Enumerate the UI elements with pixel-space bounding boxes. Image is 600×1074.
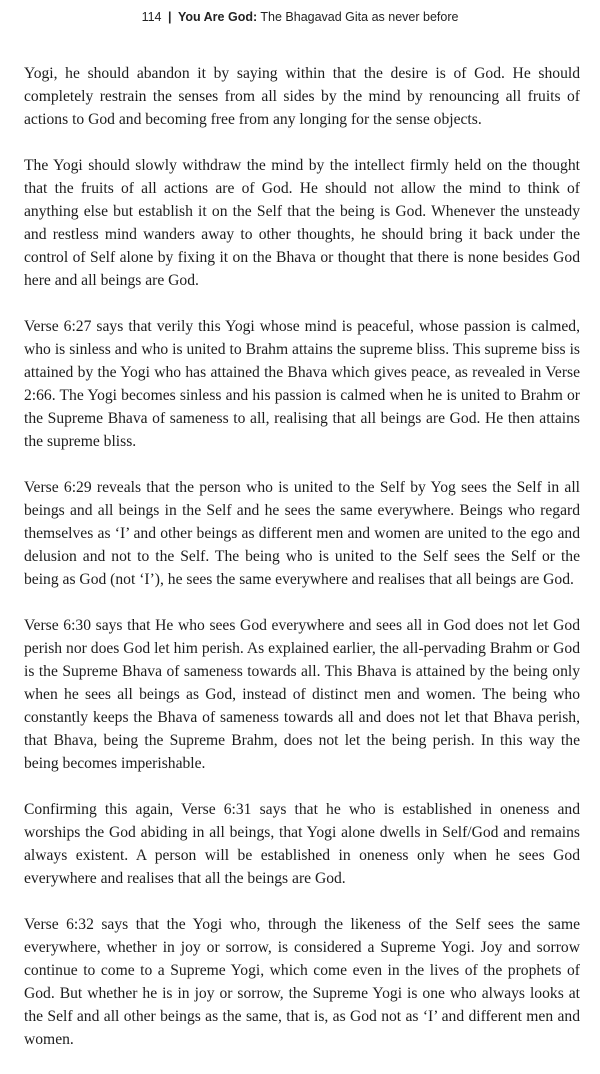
body-text <box>24 62 580 1074</box>
paragraph-verse-6-31: Confirming this again, Verse 6:31 says that he who is established in oneness and worships the God abiding in all beings, that Yogi alone dwells in Self/God and remains always existent. A person will be established in oneness only when he sees God everywhere and realises that all the beings are God. <box>24 801 580 887</box>
book-title: You Are God: <box>177 10 258 24</box>
book-subtitle: The Bhagavad Gita as never before <box>260 10 459 24</box>
paragraph-withdraw-mind: The Yogi should slowly withdraw the mind by the intellect firmly held on the thought that the fruits of all actions are of God. He should not allow the mind to think of anything else but establish it on the Self that the being is God. Whenever the unsteady and restless mind wanders away to other thoughts, he should bring it back under the control of Self alone by fixing it on the Bhava or thought that there is none besides God here and all beings are God. <box>24 157 580 289</box>
paragraph-desire-abandon: Yogi, he should abandon it by saying within that the desire is of God. He should completely restrain the senses from all sides by the mind by renouncing all fruits of actions to God and becoming free from any longing for the sense objects. <box>24 65 580 128</box>
paragraph-verse-6-29: Verse 6:29 reveals that the person who is united to the Self by Yog sees the Self in all beings and all beings in the Self and he sees the same everywhere. Beings who regard themselves as ‘I’ and other beings as different men and women are united to the ego and delusion and not to the Self. The being who is united to the Self sees the Self or the being as God (not ‘I’), he sees the same everywhere and realises that all beings are God. <box>24 479 580 588</box>
header-separator: | <box>167 10 172 24</box>
running-header <box>0 10 600 24</box>
paragraph-verse-6-30: Verse 6:30 says that He who sees God everywhere and sees all in God does not let God perish nor does God let him perish. As explained earlier, the all-pervading Brahm or God is the Supreme Bhava of sameness towards all. This Bhava is attained by the being only when he sees all beings as God, instead of distinct men and women. The being who constantly keeps the Bhava of sameness towards all and does not let that Bhava perish, that Bhava, being the Supreme Brahm, does not let the being perish. In this way the being becomes imperishable. <box>24 617 580 772</box>
page-number: 114 <box>141 10 162 24</box>
paragraph-verse-6-32: Verse 6:32 says that the Yogi who, through the likeness of the Self sees the same everywhere, whether in joy or sorrow, is considered a Supreme Yogi. Joy and sorrow continue to come to a Supreme Yogi, which come even in the lives of the prophets of God. But whether he is in joy or sorrow, the Supreme Yogi is one who always looks at the Self and all other beings as the same, that is, as God not as ‘I’ and different men and women. <box>24 916 580 1048</box>
paragraph-verse-6-27: Verse 6:27 says that verily this Yogi whose mind is peaceful, whose passion is calmed, who is sinless and who is united to Brahm attains the supreme bliss. This supreme biss is attained by the Yogi who has attained the Bhava which gives peace, as revealed in Verse 2:66. The Yogi becomes sinless and his passion is calmed when he is united to Brahm or the Supreme Bhava of sameness to all, realising that all beings are God. He then attains the supreme bliss. <box>24 318 580 450</box>
